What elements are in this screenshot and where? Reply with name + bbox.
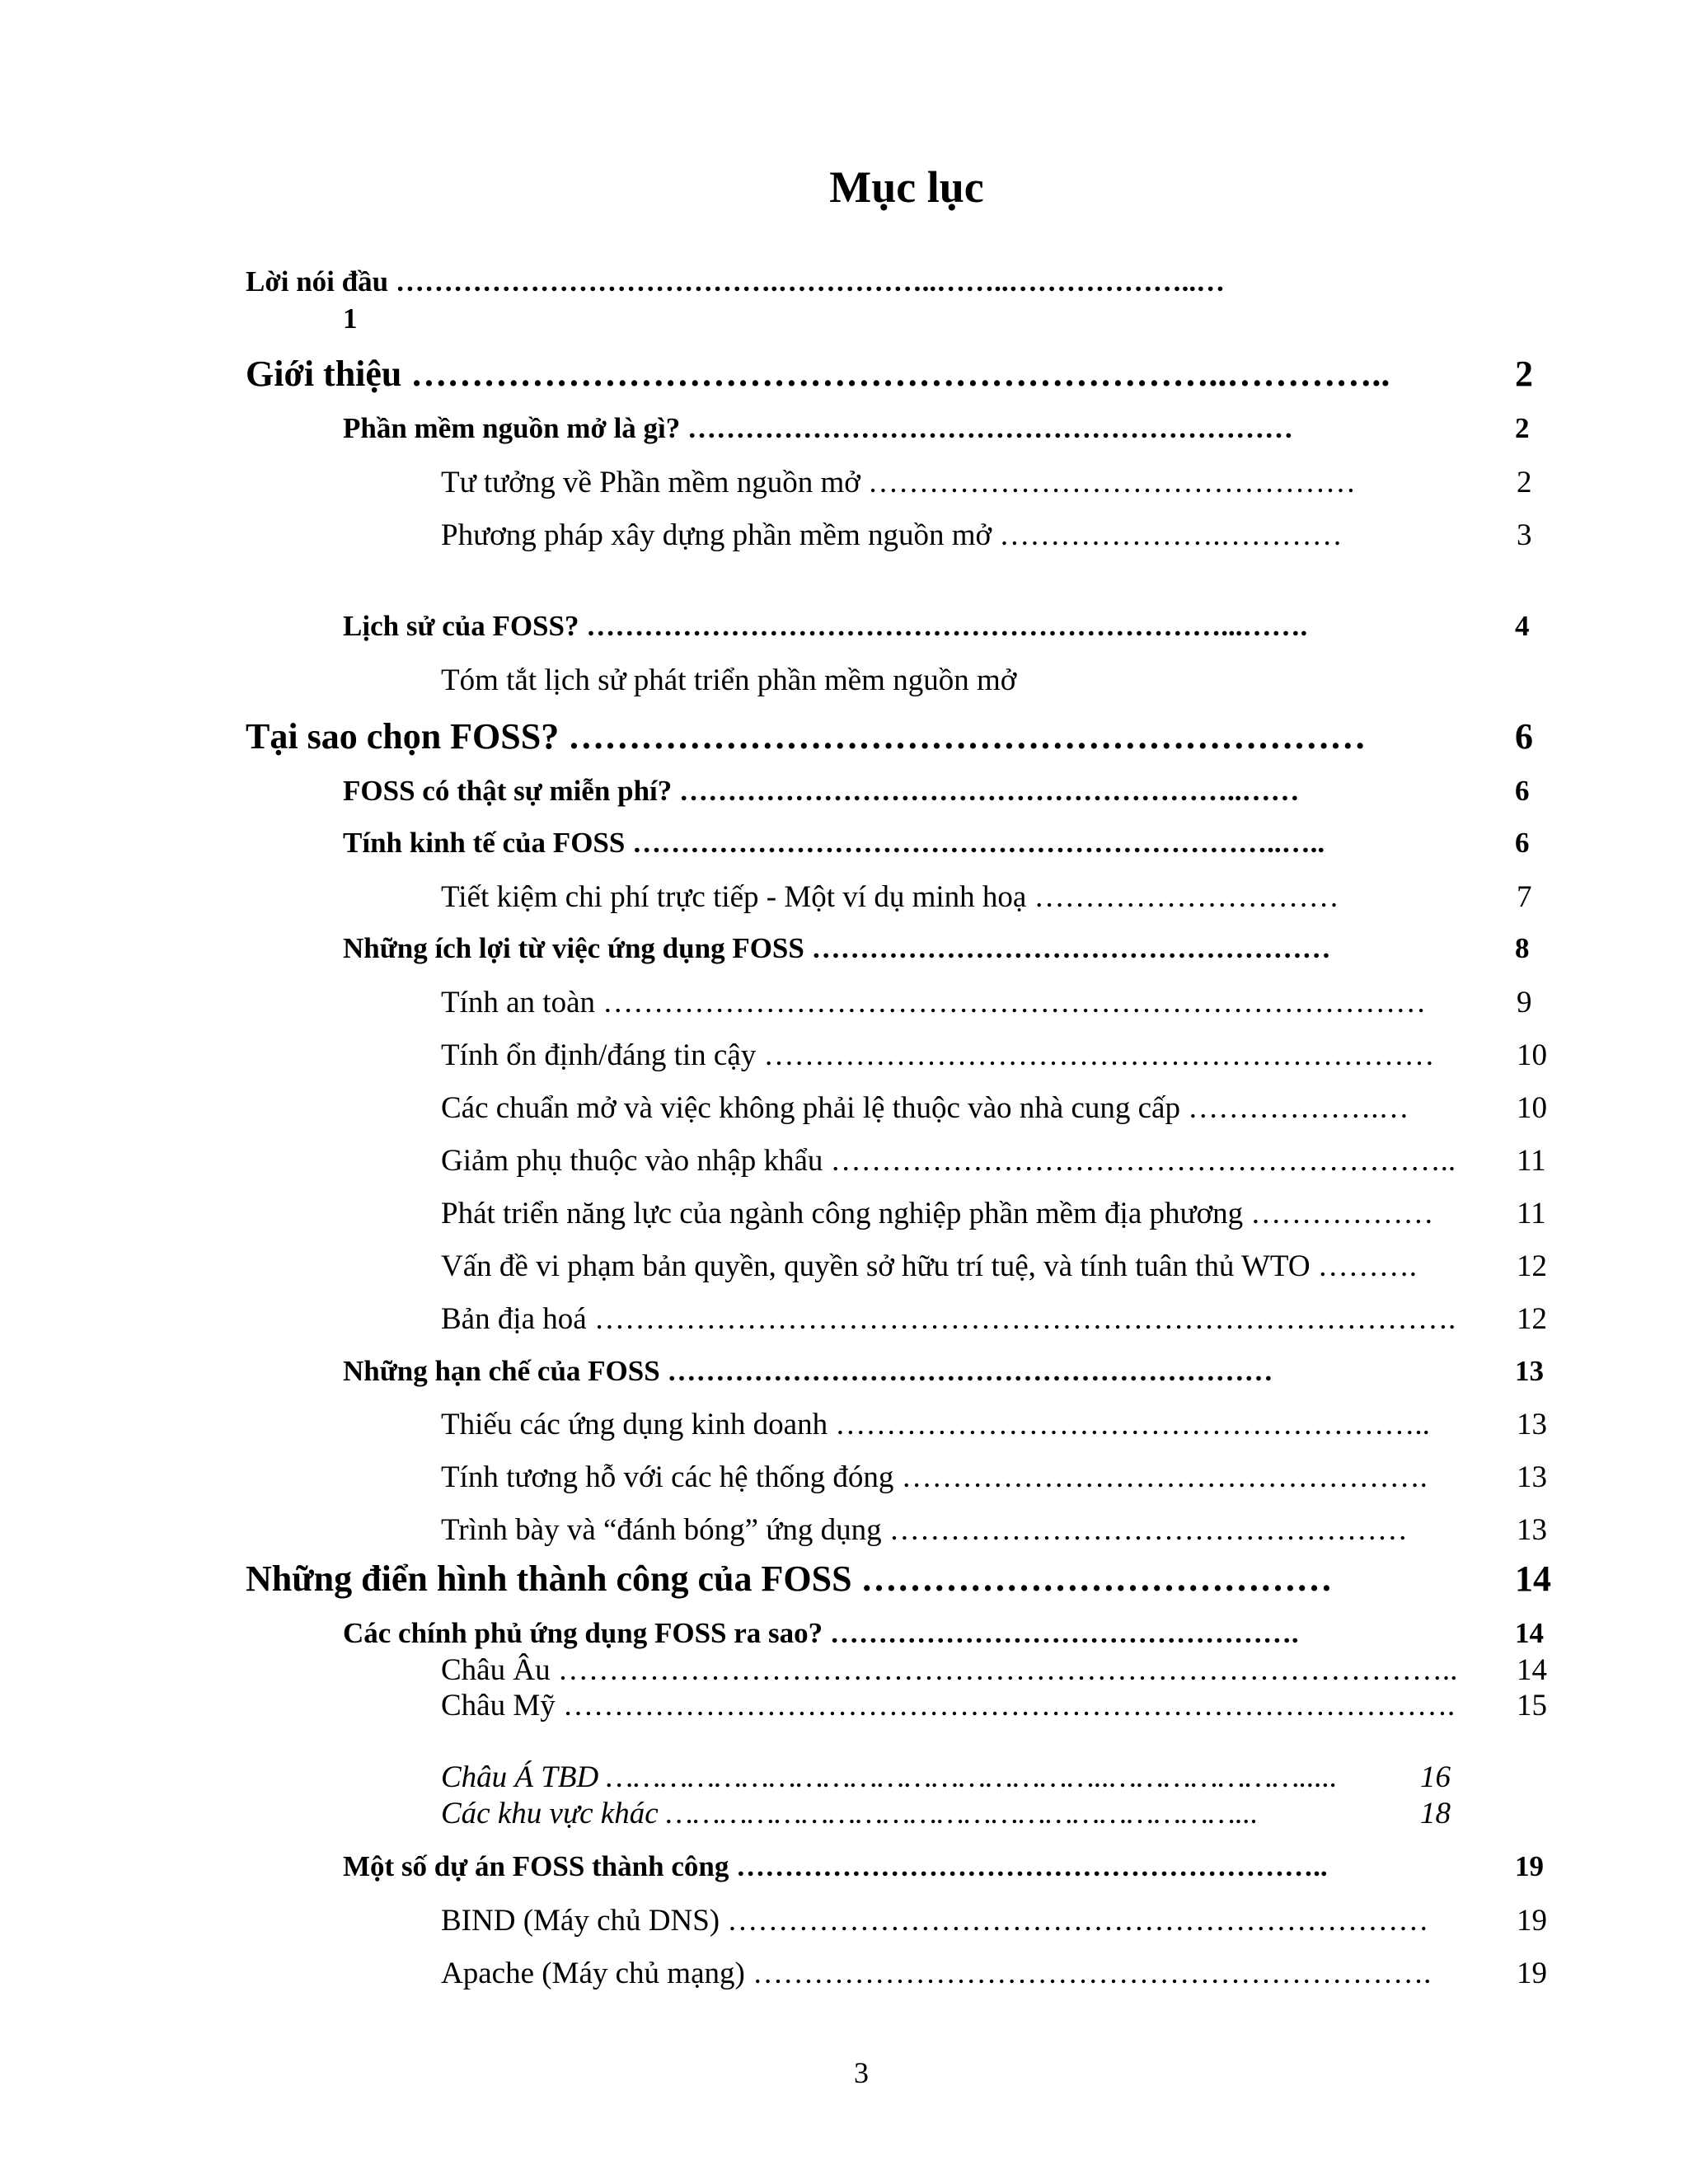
toc-entry-text: Thiếu các ứng dụng kinh doanh …………………………………………………..: [441, 1408, 1430, 1441]
toc-entry-page: 14: [1515, 1558, 1551, 1599]
toc-entry-page: 16: [1420, 1760, 1451, 1794]
toc-entry-page: 2: [1515, 354, 1533, 394]
toc-entry-l3: [441, 1301, 1554, 1343]
toc-entry-text: Phát triển năng lực của ngành công nghiệp phần mềm địa phương ………………: [441, 1197, 1434, 1230]
toc-entry-text: Những ích lợi từ việc ứng dụng FOSS ………………………………………………: [343, 932, 1331, 964]
toc-entry-text: Các chính phủ ứng dụng FOSS ra sao? ………………………………………….: [343, 1617, 1299, 1649]
toc-entry-l1: [246, 353, 1573, 402]
toc-entry-l3: [441, 663, 1554, 704]
toc-entry-text: Tính kinh tế của FOSS …………………………………………………………..…..: [343, 827, 1325, 859]
toc-entry-page: 14: [1515, 1617, 1544, 1649]
toc-entry-page: 6: [1515, 775, 1530, 807]
toc-entry-l2: [343, 775, 1554, 814]
toc-entry-text: Các khu vực khác ………………………………………………………...: [441, 1797, 1259, 1830]
toc-entry-page: 14: [1517, 1653, 1547, 1687]
toc-entry-l2: [343, 1617, 1554, 1657]
toc-entry-l2: [343, 412, 1554, 452]
toc-entry-l3: [441, 1688, 1554, 1726]
toc-entry-preface: [246, 265, 1424, 307]
toc-entry-page: 10: [1517, 1038, 1547, 1072]
toc-entry-l2: [343, 827, 1554, 866]
toc-entry-page: 6: [1515, 827, 1530, 859]
toc-entry-text: Bản địa hoá ………………………………………………………………………….: [441, 1302, 1456, 1336]
toc-entry-l3: [441, 1090, 1554, 1132]
toc-entry-page: 9: [1517, 986, 1532, 1019]
toc-entry-l3: [441, 465, 1554, 506]
toc-entry-l1: [246, 715, 1573, 765]
toc-entry-text: Lời nói đầu ………………………………….……………..……..………………..…: [246, 265, 1226, 298]
toc-entry-italic: [441, 1796, 1512, 1834]
toc-entry-l3: [441, 1652, 1554, 1690]
toc-entry-page: 2: [1517, 466, 1532, 499]
toc-entry-page: 3: [1517, 518, 1532, 552]
toc-entry-l3: [441, 1512, 1554, 1554]
toc-entry-text: Châu Á TBD ………………………………………………..………………….....: [441, 1760, 1338, 1794]
toc-entry-page: 19: [1515, 1850, 1544, 1882]
toc-entry-l1: [246, 1558, 1573, 1607]
toc-entry-page: 12: [1517, 1302, 1547, 1336]
toc-entry-text: Lịch sử của FOSS? …………………………………………………………...…….: [343, 610, 1308, 642]
toc-entry-l3: [441, 1143, 1554, 1184]
toc-entry-page: 18: [1420, 1797, 1451, 1830]
toc-entry-page: 15: [1517, 1689, 1547, 1722]
toc-entry-text: Những hạn chế của FOSS ………………………………………………………: [343, 1355, 1273, 1387]
toc-entry-l2: [343, 1355, 1554, 1394]
toc-entry-l3: [441, 1038, 1554, 1079]
toc-entry-l3: [441, 1460, 1554, 1501]
toc-entry-page: 11: [1517, 1144, 1546, 1178]
page-title: Mục lục: [829, 162, 984, 212]
toc-entry-text: Tính ổn định/đáng tin cậy …………………………………………………………: [441, 1038, 1435, 1072]
toc-entry-page: 7: [1517, 880, 1532, 914]
toc-entry-text: Giới thiệu …………………………………………………………..…………..: [246, 354, 1390, 394]
toc-entry-text: Tư tưởng về Phần mềm nguồn mở …………………………………………: [441, 466, 1357, 499]
toc-entry-page: 11: [1517, 1197, 1546, 1230]
toc-entry-text: Vấn đề vi phạm bản quyền, quyền sở hữu trí tuệ, và tính tuân thủ WTO ……….: [441, 1249, 1418, 1283]
toc-entry-text: Các chuẩn mở và việc không phải lệ thuộc vào nhà cung cấp ……………….…: [441, 1091, 1409, 1125]
toc-entry-page: 13: [1517, 1408, 1547, 1441]
toc-entry-page: 4: [1515, 610, 1530, 642]
toc-entry-l3: [441, 1249, 1554, 1290]
toc-entry-text: BIND (Máy chủ DNS) ……………………………………………………………: [441, 1904, 1429, 1938]
toc-entry-page: 19: [1517, 1957, 1547, 1990]
toc-entry-text: Tóm tắt lịch sử phát triển phần mềm nguồn mở: [441, 663, 1017, 697]
toc-entry-page: 2: [1515, 412, 1530, 444]
toc-entry-text: Apache (Máy chủ mạng) ………………………………………………………….: [441, 1957, 1432, 1990]
toc-entry-italic: [441, 1760, 1512, 1797]
toc-entry-text: Giảm phụ thuộc vào nhập khẩu ……………………………………………………..: [441, 1144, 1456, 1178]
toc-entry-l3: [441, 518, 1554, 559]
toc-entry-l2: [343, 932, 1554, 972]
toc-entry-text: Phương pháp xây dựng phần mềm nguồn mở ………………….…………: [441, 518, 1343, 552]
toc-entry-text: Phần mềm nguồn mở là gì? ………………………………………………………: [343, 412, 1294, 444]
toc-entry-page: 8: [1515, 932, 1530, 964]
toc-entry-l3: [441, 1956, 1554, 1997]
toc-entry-text: Tính an toàn ………………………………………………………………………: [441, 986, 1427, 1019]
toc-entry-page: 13: [1517, 1513, 1547, 1547]
toc-entry-page: 10: [1517, 1091, 1547, 1125]
toc-entry-text: Châu Âu ……………………………………………………………………………..: [441, 1653, 1458, 1687]
toc-entry-text: Một số dự án FOSS thành công ……………………………………………………..: [343, 1850, 1328, 1882]
toc-entry-text: Tại sao chọn FOSS? …………………………………………………………: [246, 716, 1367, 757]
toc-entry-page: 19: [1517, 1904, 1547, 1938]
toc-entry-l3: [441, 1903, 1554, 1944]
toc-entry-text: Châu Mỹ …………………………………………………………………………….: [441, 1689, 1456, 1722]
toc-entry-l3: [441, 879, 1554, 921]
toc-entry-l3: [441, 1196, 1554, 1237]
toc-entry-l2: [343, 610, 1554, 649]
toc-entry-l3: [441, 985, 1554, 1026]
toc-entry-l2: [343, 1850, 1554, 1890]
toc-entry-page: 1: [343, 302, 358, 335]
toc-entry-page: 13: [1515, 1355, 1544, 1387]
toc-entry-text: Trình bày và “đánh bóng” ứng dụng ……………………………………………: [441, 1513, 1408, 1547]
toc-entry-text: FOSS có thật sự miễn phí? …………………………………………………..……: [343, 775, 1300, 807]
toc-entry-text: Tiết kiệm chi phí trực tiếp - Một ví dụ minh hoạ …………………………: [441, 880, 1339, 914]
toc-entry-text: Tính tương hỗ với các hệ thống đóng …………………………………………….: [441, 1460, 1428, 1494]
toc-entry-page: 13: [1517, 1460, 1547, 1494]
page-number: 3: [854, 2056, 869, 2089]
toc-entry-text: Những điển hình thành công của FOSS …………………………………: [246, 1558, 1333, 1599]
toc-entry-l3: [441, 1407, 1554, 1448]
toc-entry-page: 6: [1515, 716, 1533, 757]
toc-entry-preface-page: [343, 302, 392, 344]
toc-entry-page: 12: [1517, 1249, 1547, 1283]
